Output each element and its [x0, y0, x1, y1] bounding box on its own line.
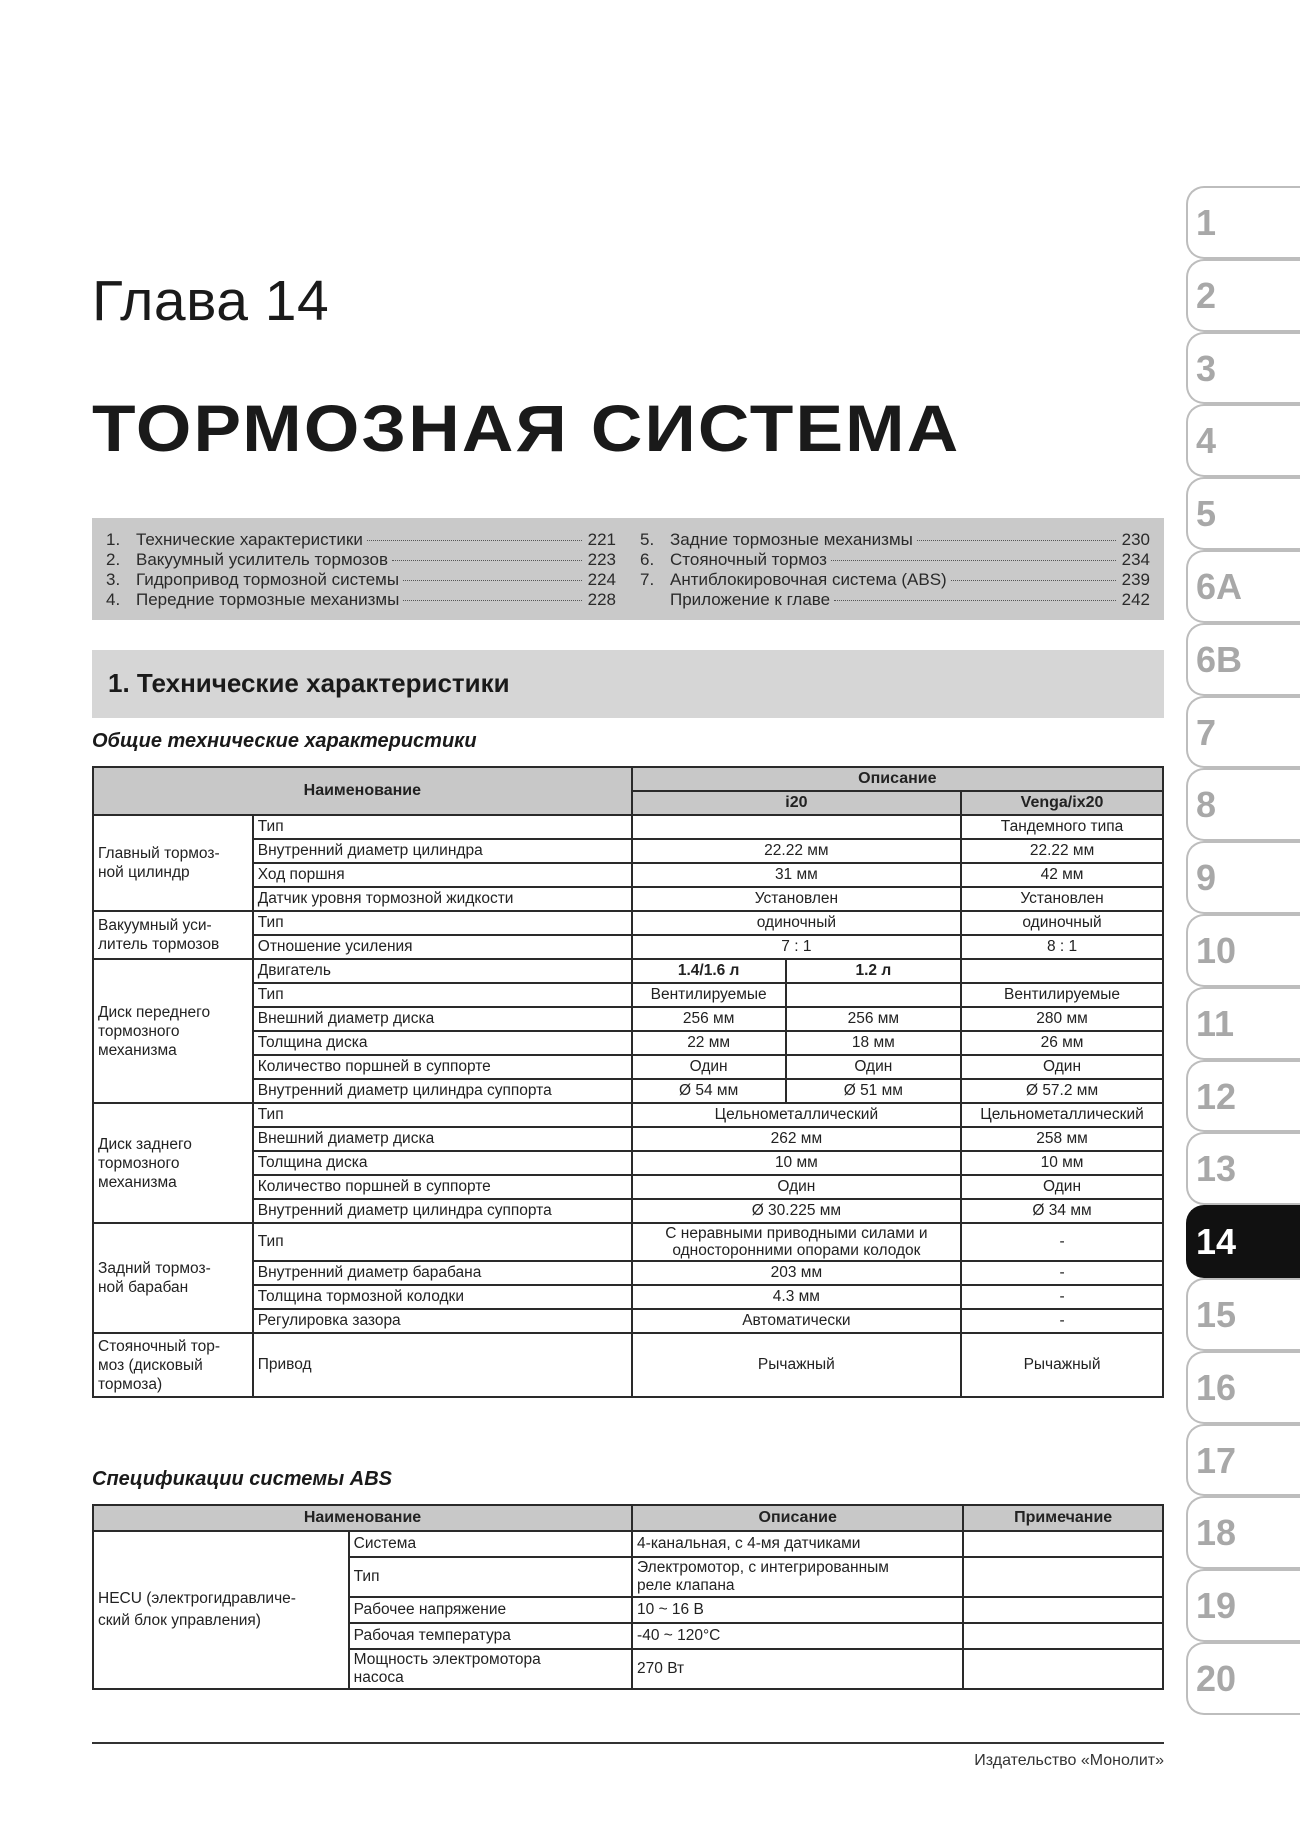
chapter-tab-label: 16	[1196, 1366, 1237, 1408]
abs-desc-cell: Электромотор, с интегрированным реле клапана	[632, 1557, 963, 1597]
table-row	[93, 1031, 1163, 1055]
toc-entry-label: Приложение к главе	[670, 590, 831, 609]
chapter-tab-7[interactable]	[1186, 696, 1300, 769]
abs-header-description: Описание	[632, 1505, 963, 1531]
toc-entry[interactable]	[106, 530, 616, 550]
i20-value-cell: 22.22 мм	[632, 839, 961, 863]
toc-leader-dots	[951, 580, 1116, 581]
abs-desc-cell: 4-канальная, с 4-мя датчиками	[632, 1531, 963, 1557]
value-cell	[786, 983, 962, 1007]
table-row	[93, 1285, 1163, 1309]
param-name-cell: Внутренний диаметр барабана	[253, 1261, 632, 1285]
venga-value-cell: 42 мм	[961, 863, 1163, 887]
value-cell: Ø 51 мм	[786, 1079, 962, 1103]
i20-value-cell: 7 : 1	[632, 935, 961, 959]
toc-entry-number: 5.	[640, 530, 655, 549]
toc-leader-dots	[917, 540, 1116, 541]
table-row	[93, 1175, 1163, 1199]
chapter-tab-16[interactable]	[1186, 1351, 1300, 1424]
toc-entry[interactable]	[640, 590, 1150, 610]
param-name-cell: Тип	[253, 911, 632, 935]
i20-value-cell: С неравными приводными силами и односторонними опорами колодок	[632, 1223, 961, 1261]
value-cell: 256 мм	[786, 1007, 962, 1031]
venga-value-cell: -	[961, 1223, 1163, 1261]
table-row	[93, 863, 1163, 887]
toc-entry-number: 4.	[106, 590, 121, 609]
toc-leader-dots	[367, 540, 582, 541]
table-row	[93, 1261, 1163, 1285]
table-row	[93, 959, 1163, 983]
abs-param-cell: Рабочее напряжение	[349, 1597, 632, 1623]
value-cell: Один	[786, 1055, 962, 1079]
section-header	[92, 650, 1164, 718]
abs-header-name: Наименование	[93, 1505, 632, 1531]
toc-entry[interactable]	[106, 550, 616, 570]
i20-value-cell: Цельнометаллический	[632, 1103, 961, 1127]
abs-desc-cell: -40 ~ 120°C	[632, 1623, 963, 1649]
group-name-cell: Главный тормоз- ной цилиндр	[93, 815, 253, 911]
i20-value-cell: 4.3 мм	[632, 1285, 961, 1309]
table-row	[93, 911, 1163, 935]
venga-value-cell: 22.22 мм	[961, 839, 1163, 863]
toc-entry-page: 234	[1121, 550, 1150, 569]
chapter-tab-label: 11	[1196, 1002, 1235, 1044]
chapter-tab-label: 2	[1196, 274, 1217, 316]
chapter-tab-label: 5	[1196, 493, 1217, 535]
param-name-cell: Внешний диаметр диска	[253, 1007, 632, 1031]
abs-note-cell	[963, 1531, 1163, 1557]
abs-note-cell	[963, 1557, 1163, 1597]
table-row	[93, 815, 1163, 839]
toc-entry-label: Гидропривод тормозной системы	[136, 570, 400, 589]
i20-value-cell: Ø 30.225 мм	[632, 1199, 961, 1223]
toc-entry-page: 242	[1121, 590, 1150, 609]
table-row	[93, 983, 1163, 1007]
group-name-cell: Вакуумный уси- литель тормозов	[93, 911, 253, 959]
value-cell: 256 мм	[632, 1007, 786, 1031]
param-name-cell: Ход поршня	[253, 863, 632, 887]
header-name: Наименование	[93, 767, 632, 815]
chapter-tab-label: 12	[1196, 1075, 1237, 1117]
toc-leader-dots	[403, 600, 582, 601]
header-description: Описание	[632, 767, 1163, 791]
abs-header-note: Примечание	[963, 1505, 1163, 1531]
chapter-tab-4[interactable]	[1186, 404, 1300, 477]
abs-group-cell: HECU (электрогидравличе- ский блок управления)	[93, 1531, 349, 1689]
i20-value-cell: Один	[632, 1175, 961, 1199]
param-name-cell: Внутренний диаметр цилиндра	[253, 839, 632, 863]
i20-value-cell: одиночный	[632, 911, 961, 935]
chapter-tab-5[interactable]	[1186, 477, 1300, 550]
toc-leader-dots	[392, 560, 582, 561]
abs-note-cell	[963, 1649, 1163, 1689]
abs-specs-heading: Спецификации системы ABS	[92, 1468, 393, 1490]
chapter-tab-20[interactable]	[1186, 1642, 1300, 1715]
table-row	[93, 1103, 1163, 1127]
param-name-cell: Привод	[253, 1333, 632, 1397]
value-cell: Ø 57.2 мм	[961, 1079, 1163, 1103]
venga-value-cell: Один	[961, 1175, 1163, 1199]
toc-leader-dots	[834, 600, 1116, 601]
chapter-tab-label: 6A	[1196, 565, 1243, 607]
toc-entry-page: 224	[587, 570, 616, 589]
chapter-tab-label: 1	[1196, 202, 1217, 243]
i20-value-cell: 203 мм	[632, 1261, 961, 1285]
table-row	[93, 935, 1163, 959]
group-name-cell: Стояночный тор- моз (дисковый тормоза)	[93, 1333, 253, 1397]
chapter-tab-9[interactable]	[1186, 841, 1300, 914]
chapter-tab-11[interactable]	[1186, 987, 1300, 1060]
i20-value-cell: Рычажный	[632, 1333, 961, 1397]
chapter-tab-1[interactable]	[1186, 186, 1300, 259]
toc-entry-number: 3.	[106, 570, 121, 589]
venga-value-cell: -	[961, 1309, 1163, 1333]
table-row	[93, 1333, 1163, 1397]
chapter-tab-6b[interactable]	[1186, 623, 1300, 696]
toc-entry[interactable]	[640, 550, 1150, 570]
chapter-label: Глава 14	[92, 269, 330, 333]
chapter-tab-label: 15	[1196, 1293, 1237, 1335]
param-name-cell: Толщина диска	[253, 1031, 632, 1055]
abs-specs-table	[92, 1504, 1164, 1690]
value-cell	[961, 959, 1163, 983]
toc-entry-page: 223	[587, 550, 616, 569]
abs-param-cell: Система	[349, 1531, 632, 1557]
abs-table-row	[93, 1531, 1163, 1557]
toc-entry-number: 7.	[640, 570, 655, 589]
chapter-tab-label: 9	[1196, 857, 1217, 899]
chapter-tab-label: 3	[1196, 347, 1217, 389]
toc-entry-number: 6.	[640, 550, 655, 569]
param-name-cell: Тип	[253, 815, 632, 839]
table-row	[93, 839, 1163, 863]
header-i20: i20	[632, 791, 961, 815]
table-row	[93, 1079, 1163, 1103]
chapter-tab-3[interactable]	[1186, 332, 1300, 405]
toc-entry[interactable]	[106, 590, 616, 610]
table-row	[93, 1127, 1163, 1151]
table-row	[93, 1151, 1163, 1175]
venga-value-cell: -	[961, 1285, 1163, 1309]
toc-left-column	[106, 530, 616, 610]
table-row	[93, 1055, 1163, 1079]
venga-value-cell: Ø 34 мм	[961, 1199, 1163, 1223]
chapter-tab-8[interactable]	[1186, 768, 1300, 841]
value-cell: Один	[961, 1055, 1163, 1079]
chapter-tab-2[interactable]	[1186, 259, 1300, 332]
venga-value-cell: 258 мм	[961, 1127, 1163, 1151]
param-name-cell: Количество поршней в суппорте	[253, 1055, 632, 1079]
chapter-tabs	[1186, 186, 1300, 1715]
chapter-tab-label: 13	[1196, 1148, 1237, 1190]
group-name-cell: Диск переднего тормозного механизма	[93, 959, 253, 1103]
toc-entry-label: Передние тормозные механизмы	[136, 590, 400, 609]
chapter-tab-label: 14	[1196, 1221, 1237, 1263]
value-cell: 280 мм	[961, 1007, 1163, 1031]
chapter-tab-14[interactable]	[1186, 1205, 1300, 1278]
toc-right-column	[640, 530, 1150, 610]
toc-entry-label: Стояночный тормоз	[670, 550, 827, 569]
param-name-cell: Тип	[253, 983, 632, 1007]
toc-entry[interactable]	[640, 530, 1150, 550]
abs-desc-cell: 10 ~ 16 В	[632, 1597, 963, 1623]
venga-value-cell: 8 : 1	[961, 935, 1163, 959]
i20-value-cell: 31 мм	[632, 863, 961, 887]
venga-value-cell: -	[961, 1261, 1163, 1285]
toc-entry-label: Вакуумный усилитель тормозов	[136, 550, 388, 569]
param-name-cell: Отношение усиления	[253, 935, 632, 959]
chapter-tab-17[interactable]	[1186, 1424, 1300, 1497]
value-cell: Вентилируемые	[632, 983, 786, 1007]
param-name-cell: Внутренний диаметр цилиндра суппорта	[253, 1199, 632, 1223]
chapter-tab-19[interactable]	[1186, 1569, 1300, 1642]
abs-param-cell: Мощность электромотора насоса	[349, 1649, 632, 1689]
section-title: 1. Технические характеристики	[108, 668, 510, 698]
param-name-cell: Тип	[253, 1103, 632, 1127]
chapter-tab-label: 7	[1196, 711, 1217, 753]
venga-value-cell: одиночный	[961, 911, 1163, 935]
abs-desc-cell: 270 Вт	[632, 1649, 963, 1689]
chapter-tab-18[interactable]	[1186, 1496, 1300, 1569]
chapter-tab-label: 10	[1196, 929, 1237, 971]
param-name-cell: Двигатель	[253, 959, 632, 983]
chapter-tab-label: 8	[1196, 784, 1217, 826]
abs-note-cell	[963, 1623, 1163, 1649]
param-name-cell: Датчик уровня тормозной жидкости	[253, 887, 632, 911]
group-name-cell: Диск заднего тормозного механизма	[93, 1103, 253, 1223]
value-cell: Один	[632, 1055, 786, 1079]
table-of-contents	[92, 518, 1164, 620]
toc-entry-label: Антиблокировочная система (ABS)	[670, 570, 947, 589]
abs-param-cell: Тип	[349, 1557, 632, 1597]
param-name-cell: Тип	[253, 1223, 632, 1261]
venga-value-cell: Рычажный	[961, 1333, 1163, 1397]
chapter-tab-label: 4	[1196, 420, 1217, 462]
toc-entry[interactable]	[106, 570, 616, 590]
value-cell: Вентилируемые	[961, 983, 1163, 1007]
value-cell: 26 мм	[961, 1031, 1163, 1055]
venga-value-cell: Цельнометаллический	[961, 1103, 1163, 1127]
chapter-tab-12[interactable]	[1186, 1060, 1300, 1133]
general-specs-heading: Общие технические характеристики	[92, 730, 477, 752]
chapter-tab-10[interactable]	[1186, 914, 1300, 987]
toc-entry-number: 1.	[106, 530, 121, 549]
chapter-tab-6a[interactable]	[1186, 550, 1300, 623]
i20-value-cell: 10 мм	[632, 1151, 961, 1175]
toc-leader-dots	[831, 560, 1116, 561]
toc-entry-page: 239	[1121, 570, 1150, 589]
table-row	[93, 1223, 1163, 1261]
param-name-cell: Регулировка зазора	[253, 1309, 632, 1333]
i20-value-cell: Автоматически	[632, 1309, 961, 1333]
chapter-tab-label: 19	[1196, 1585, 1237, 1627]
venga-value-cell: Установлен	[961, 887, 1163, 911]
param-name-cell: Количество поршней в суппорте	[253, 1175, 632, 1199]
table-row	[93, 1007, 1163, 1031]
param-name-cell: Внутренний диаметр цилиндра суппорта	[253, 1079, 632, 1103]
abs-param-cell: Рабочая температура	[349, 1623, 632, 1649]
value-cell: 22 мм	[632, 1031, 786, 1055]
value-cell: Ø 54 мм	[632, 1079, 786, 1103]
toc-entry-page: 230	[1121, 530, 1150, 549]
chapter-tab-label: 17	[1196, 1439, 1237, 1481]
toc-entry[interactable]	[640, 570, 1150, 590]
toc-entry-label: Технические характеристики	[136, 530, 363, 549]
chapter-tab-15[interactable]	[1186, 1278, 1300, 1351]
toc-entry-number: 2.	[106, 550, 121, 569]
table-row	[93, 1199, 1163, 1223]
chapter-tab-label: 18	[1196, 1512, 1237, 1554]
toc-entry-page: 221	[587, 530, 616, 549]
table-row	[93, 887, 1163, 911]
venga-value-cell: 10 мм	[961, 1151, 1163, 1175]
value-cell: 1.2 л	[786, 959, 962, 983]
value-cell: 18 мм	[786, 1031, 962, 1055]
value-cell: 1.4/1.6 л	[632, 959, 786, 983]
venga-value-cell: Тандемного типа	[961, 815, 1163, 839]
chapter-tab-label: 20	[1196, 1657, 1237, 1699]
publisher-footer: Издательство «Монолит»	[974, 1752, 1164, 1769]
toc-entry-label: Задние тормозные механизмы	[670, 530, 913, 549]
i20-value-cell	[632, 815, 961, 839]
chapter-title: ТОРМОЗНАЯ СИСТЕМА	[92, 391, 961, 465]
param-name-cell: Толщина тормозной колодки	[253, 1285, 632, 1309]
toc-leader-dots	[403, 580, 582, 581]
header-venga: Venga/ix20	[961, 791, 1163, 815]
chapter-tab-label: 6B	[1196, 638, 1243, 680]
group-name-cell: Задний тормоз- ной барабан	[93, 1223, 253, 1333]
footer-divider	[92, 1742, 1164, 1744]
abs-note-cell	[963, 1597, 1163, 1623]
param-name-cell: Внешний диаметр диска	[253, 1127, 632, 1151]
i20-value-cell: Установлен	[632, 887, 961, 911]
param-name-cell: Толщина диска	[253, 1151, 632, 1175]
general-specs-table	[92, 766, 1164, 1398]
toc-entry-page: 228	[587, 590, 616, 609]
table-row	[93, 1309, 1163, 1333]
chapter-tab-13[interactable]	[1186, 1132, 1300, 1205]
i20-value-cell: 262 мм	[632, 1127, 961, 1151]
